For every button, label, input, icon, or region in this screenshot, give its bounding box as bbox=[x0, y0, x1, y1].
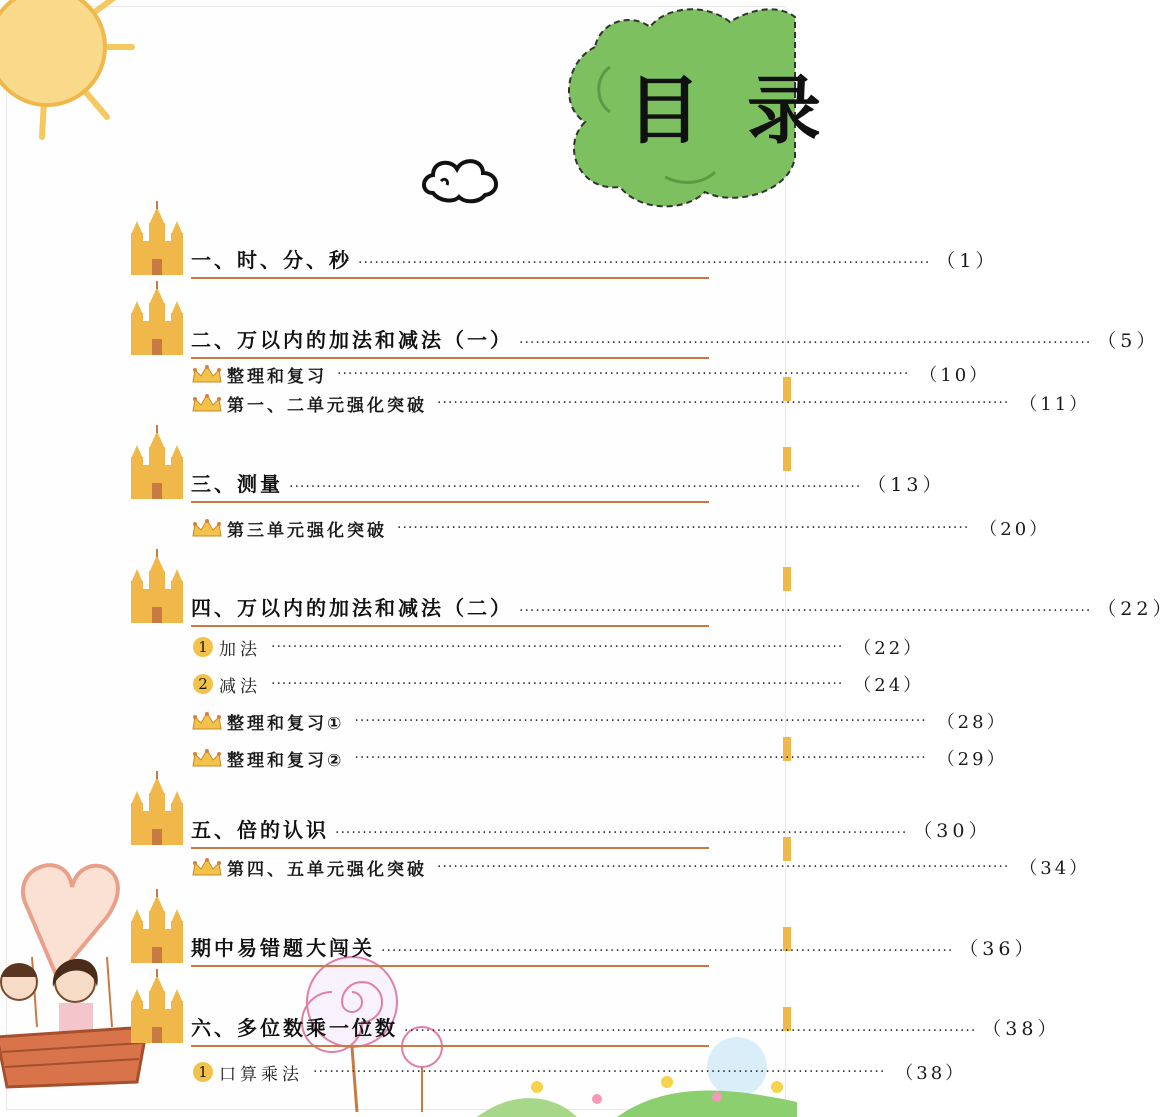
chapter-page: （38） bbox=[982, 1018, 1061, 1040]
sub-entry[interactable] bbox=[191, 706, 1008, 736]
chapter-title: 期中易错题大闯关 bbox=[191, 936, 375, 960]
crown-icon bbox=[191, 364, 223, 384]
crown-icon bbox=[191, 393, 223, 413]
chapter-page: （22） bbox=[1097, 598, 1175, 620]
chapter-page: （5） bbox=[1097, 330, 1160, 352]
number-badge: 2 bbox=[193, 674, 213, 694]
sub-page: （29） bbox=[936, 749, 1008, 770]
chapter-entry[interactable] bbox=[127, 547, 1175, 627]
sub-entry[interactable] bbox=[191, 1057, 967, 1087]
sub-entry[interactable] bbox=[191, 669, 925, 699]
chapter-entry[interactable] bbox=[127, 423, 946, 503]
sub-entry[interactable] bbox=[191, 359, 991, 389]
sub-entry[interactable] bbox=[191, 632, 925, 662]
sub-entry[interactable] bbox=[191, 513, 1051, 543]
leader-dots bbox=[519, 335, 1091, 357]
castle-icon bbox=[127, 771, 187, 845]
chapter-title: 四、万以内的加法和减法（二） bbox=[191, 596, 513, 620]
sub-title: 加法 bbox=[219, 639, 261, 660]
chapter-entry[interactable] bbox=[127, 967, 1061, 1047]
sub-title: 口算乘法 bbox=[219, 1064, 303, 1085]
number-badge: 1 bbox=[193, 1062, 213, 1082]
sub-entry[interactable] bbox=[191, 388, 1091, 418]
leader-dots bbox=[404, 1023, 976, 1045]
sub-entry[interactable] bbox=[191, 852, 1091, 882]
chapter-page: （13） bbox=[867, 474, 946, 496]
sub-page: （11） bbox=[1019, 394, 1091, 415]
page-title-second-char: 录 bbox=[747, 68, 821, 154]
sub-page: （38） bbox=[895, 1063, 967, 1084]
leader-dots bbox=[354, 713, 926, 729]
right-edge-decoration bbox=[775, 367, 791, 1107]
page-title: 目 bbox=[627, 68, 701, 154]
leader-dots bbox=[271, 639, 843, 655]
sub-page: （20） bbox=[979, 519, 1051, 540]
chapter-page: （36） bbox=[959, 938, 1038, 960]
chapter-title: 一、时、分、秒 bbox=[191, 248, 352, 272]
leader-dots bbox=[354, 750, 926, 766]
chapter-page: （30） bbox=[913, 820, 992, 842]
leader-dots bbox=[397, 520, 969, 536]
leader-dots bbox=[289, 479, 861, 501]
leader-dots bbox=[271, 676, 843, 692]
castle-icon bbox=[127, 889, 187, 963]
leader-dots bbox=[437, 859, 1009, 875]
leader-dots bbox=[519, 603, 1091, 625]
chapter-entry[interactable] bbox=[127, 887, 1038, 967]
sub-title: 第三单元强化突破 bbox=[227, 520, 387, 541]
number-badge: 1 bbox=[193, 637, 213, 657]
crown-icon bbox=[191, 711, 223, 731]
chapter-title: 二、万以内的加法和减法（一） bbox=[191, 328, 513, 352]
chapter-entry[interactable] bbox=[127, 279, 1160, 359]
leader-dots bbox=[358, 255, 930, 277]
sub-title: 整理和复习② bbox=[227, 750, 345, 771]
toc-page bbox=[6, 6, 1175, 1110]
sub-page: （10） bbox=[919, 365, 991, 386]
leader-dots bbox=[337, 366, 909, 382]
chapter-title: 三、测量 bbox=[191, 472, 283, 496]
sub-page: （24） bbox=[853, 675, 925, 696]
sub-page: （34） bbox=[1019, 858, 1091, 879]
chapter-title: 六、多位数乘一位数 bbox=[191, 1016, 398, 1040]
chapter-title: 五、倍的认识 bbox=[191, 818, 329, 842]
crown-icon bbox=[191, 518, 223, 538]
crown-icon bbox=[191, 748, 223, 768]
chapter-page: （1） bbox=[936, 250, 999, 272]
leader-dots bbox=[381, 943, 953, 965]
castle-icon bbox=[127, 201, 187, 275]
sub-title: 第四、五单元强化突破 bbox=[227, 859, 427, 880]
sub-title: 减法 bbox=[219, 676, 261, 697]
cloud-icon bbox=[419, 155, 503, 205]
castle-icon bbox=[127, 969, 187, 1043]
sub-title: 整理和复习① bbox=[227, 713, 345, 734]
leader-dots bbox=[437, 395, 1009, 411]
sub-title: 整理和复习 bbox=[227, 366, 327, 387]
sub-page: （28） bbox=[936, 712, 1008, 733]
chapter-entry[interactable] bbox=[127, 769, 992, 849]
sun-icon bbox=[0, 0, 147, 147]
chapter-entry[interactable] bbox=[127, 199, 999, 279]
leader-dots bbox=[313, 1064, 885, 1080]
sub-title: 第一、二单元强化突破 bbox=[227, 395, 427, 416]
castle-icon bbox=[127, 549, 187, 623]
castle-icon bbox=[127, 281, 187, 355]
castle-icon bbox=[127, 425, 187, 499]
leader-dots bbox=[335, 825, 907, 847]
crown-icon bbox=[191, 857, 223, 877]
sub-page: （22） bbox=[853, 638, 925, 659]
